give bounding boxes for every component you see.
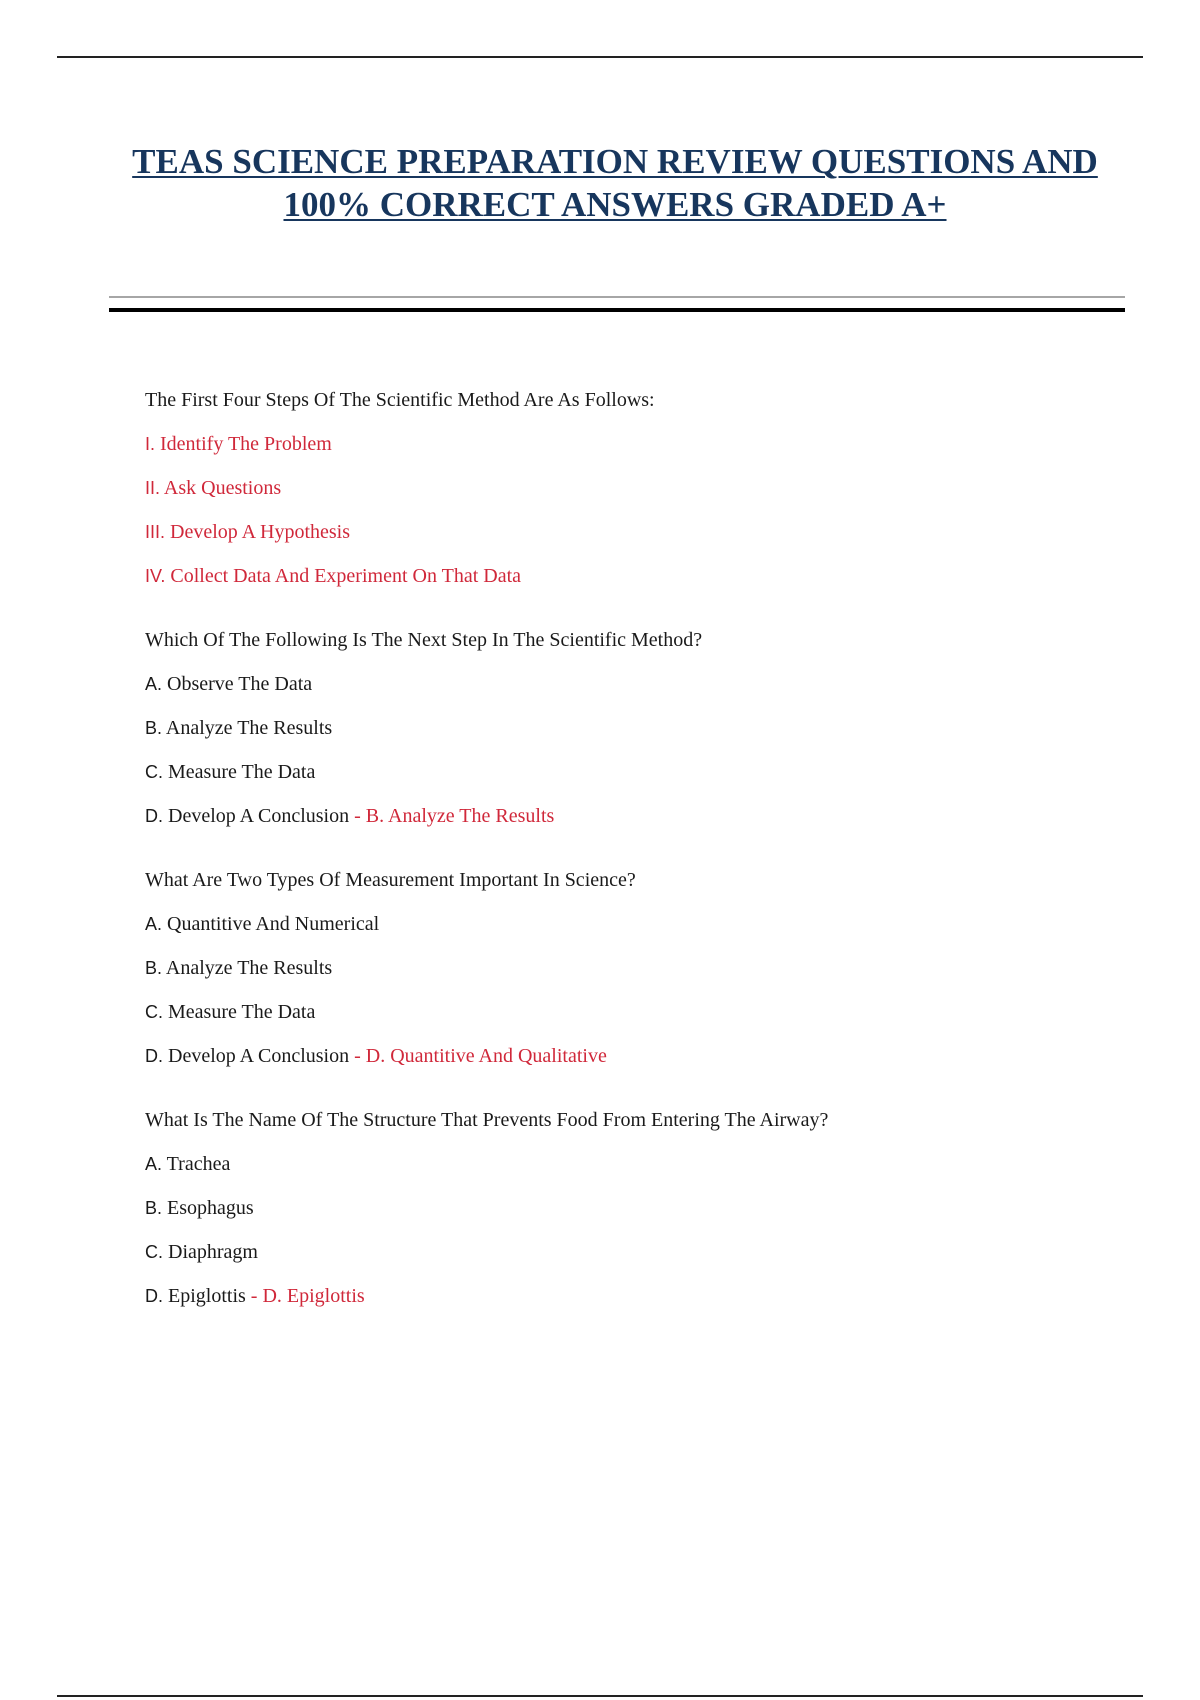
answer-option [145,1284,1145,1308]
answer-option [145,672,1145,696]
option-text: Analyze The Results [165,717,333,739]
top-page-rule [57,56,1143,58]
question-block [145,1108,1145,1308]
answer-option [145,804,1145,828]
step-numeral: IV. [145,566,166,586]
option-letter: C. [145,1002,163,1022]
title-separator-thin [109,296,1125,298]
correct-answer: D. Quantitive And Qualitative [365,1045,607,1067]
option-letter: C. [145,1242,163,1262]
intro-step [145,476,1145,500]
option-letter: A. [145,914,163,934]
step-text: Develop A Hypothesis [170,521,351,543]
step-text: Collect Data And Experiment On That Data [170,565,522,587]
option-text: Develop A Conclusion [168,1045,350,1067]
option-text: Epiglottis [168,1285,246,1307]
answer-separator: - [245,1285,263,1307]
step-numeral: II. [145,478,161,498]
answer-option [145,912,1145,936]
option-letter: B. [145,958,163,978]
question-text: What Are Two Types Of Measurement Important In Science? [145,869,636,891]
option-letter: B. [145,718,163,738]
option-letter: B. [145,1198,163,1218]
option-letter: A. [145,1154,163,1174]
question-text: What Is The Name Of The Structure That Prevents Food From Entering The Airway? [145,1109,829,1131]
option-text: Analyze The Results [165,957,333,979]
option-text: Measure The Data [168,761,316,783]
question-block [145,868,1145,1068]
option-letter: D. [145,1046,163,1066]
step-numeral: III. [145,522,166,542]
option-text: Esophagus [167,1197,254,1219]
intro-prompt: The First Four Steps Of The Scientific Method Are As Follows: [145,389,655,411]
step-text: Identify The Problem [160,433,332,455]
answer-separator: - [349,805,366,827]
document-title: TEAS SCIENCE PREPARATION REVIEW QUESTIONS AND 100% CORRECT ANSWERS GRADED A+ [132,142,1098,224]
option-letter: D. [145,806,163,826]
bottom-page-rule [57,1695,1143,1697]
title-separator-thick [109,308,1125,312]
option-text: Trachea [166,1153,231,1175]
option-text: Measure The Data [168,1001,316,1023]
answer-option [145,1152,1145,1176]
step-numeral: I. [145,434,156,454]
option-letter: D. [145,1286,163,1306]
intro-step [145,520,1145,544]
document-body [145,388,1145,1348]
intro-block [145,388,1145,588]
option-text: Diaphragm [168,1241,258,1263]
correct-answer: B. Analyze The Results [365,805,555,827]
correct-answer: D. Epiglottis [262,1285,365,1307]
option-text: Observe The Data [167,673,313,695]
option-letter: C. [145,762,163,782]
question-text: Which Of The Following Is The Next Step In The Scientific Method? [145,629,703,651]
option-text: Quantitive And Numerical [167,913,380,935]
answer-option [145,956,1145,980]
question-block [145,628,1145,828]
option-text: Develop A Conclusion [168,805,350,827]
intro-step [145,564,1145,588]
answer-option [145,1240,1145,1264]
option-letter: A. [145,674,163,694]
step-text: Ask Questions [163,477,282,499]
answer-option [145,1044,1145,1068]
intro-step [145,432,1145,456]
answer-option [145,1000,1145,1024]
answer-option [145,760,1145,784]
answer-option [145,1196,1145,1220]
answer-option [145,716,1145,740]
answer-separator: - [349,1045,366,1067]
